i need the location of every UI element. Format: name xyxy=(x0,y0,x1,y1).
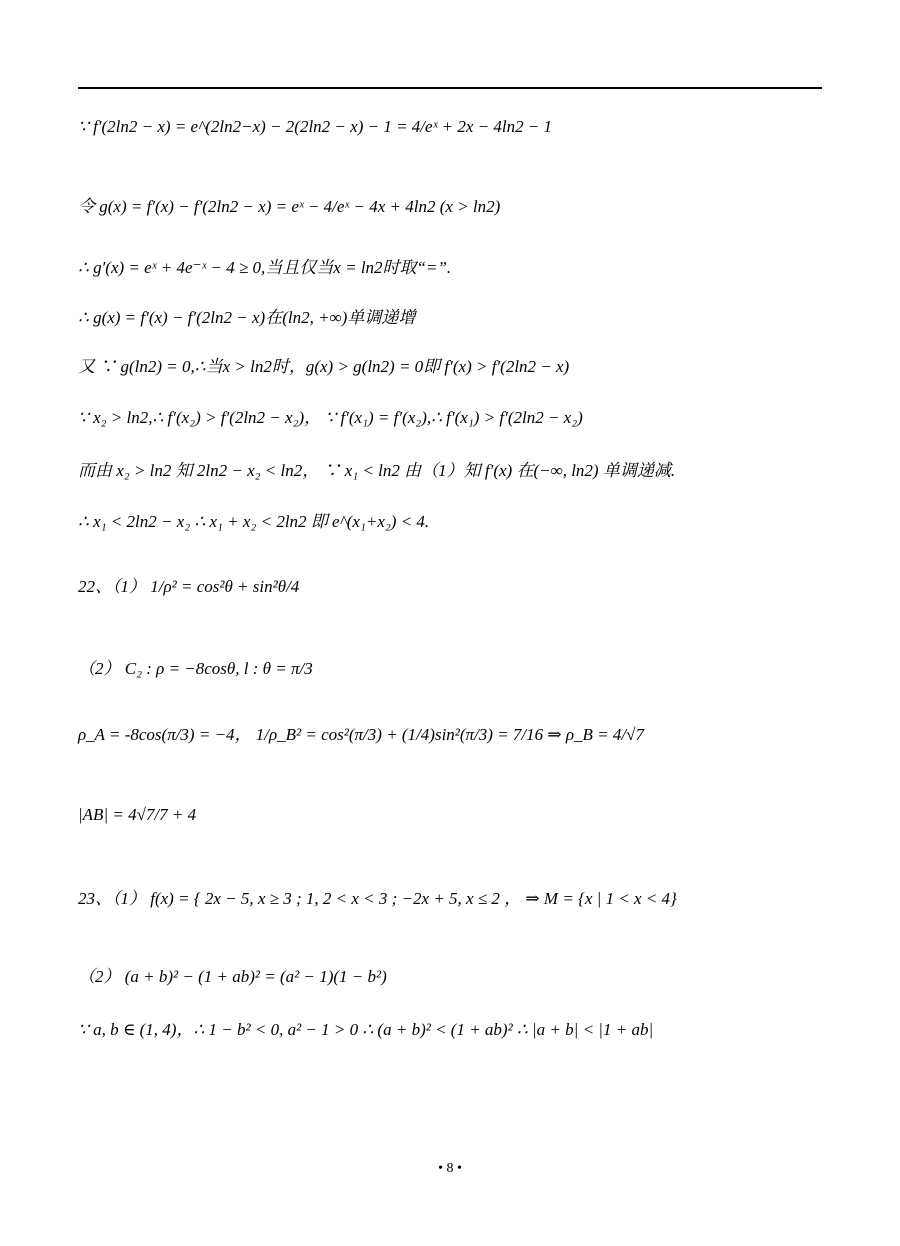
problem-22-ab-line: |AB| = 4√7/7 + 4 xyxy=(78,805,197,824)
header-rule xyxy=(78,87,822,89)
equation-line-7: 而由 x₂ > ln2 知 2ln2 − x₂ < ln2， ∵ x₁ < ln2 由（1）知 f′(x) 在(−∞, ln2) 单调递减. xyxy=(78,461,676,480)
equation-line-3: ∴ g′(x) = eˣ + 4e⁻ˣ − 4 ≥ 0,当且仅当x = ln2时取“=”. xyxy=(78,258,452,277)
problem-23-conclusion: ∵ a, b ∈ (1, 4)，∴ 1 − b² < 0, a² − 1 > 0 ∴ (a + b)² < (1 + ab)² ∴ |a + b| < |1 + ab| xyxy=(78,1020,654,1039)
equation-line-8: ∴ x₁ < 2ln2 − x₂ ∴ x₁ + x₂ < 2ln2 即 e^(x₁+x₂) < 4. xyxy=(78,512,430,531)
problem-23-part-2: （2） (a + b)² − (1 + ab)² = (a² − 1)(1 − b²) xyxy=(78,967,387,986)
problem-22-rho-line: ρ_A = -8cos(π/3) = −4， 1/ρ_B² = cos²(π/3) + (1/4)sin²(π/3) = 7/16 ⇒ ρ_B = 4/√7 xyxy=(78,725,644,744)
problem-22-part-1: 22、（1） 1/ρ² = cos²θ + sin²θ/4 xyxy=(78,577,300,596)
equation-line-1: ∵ f′(2ln2 − x) = e^(2ln2−x) − 2(2ln2 − x) − 1 = 4/eˣ + 2x − 4ln2 − 1 xyxy=(78,117,553,136)
problem-23-part-1: 23、（1） f(x) = { 2x − 5, x ≥ 3 ; 1, 2 < x < 3 ; −2x + 5, x ≤ 2 ， ⇒ M = {x | 1 < x < 4} xyxy=(78,889,677,908)
problem-22-part-2: （2） C₂ : ρ = −8cosθ, l : θ = π/3 xyxy=(78,659,313,678)
equation-line-5: 又 ∵ g(ln2) = 0,∴当x > ln2时，g(x) > g(ln2) = 0即 f′(x) > f′(2ln2 − x) xyxy=(78,357,570,376)
equation-line-6: ∵ x₂ > ln2,∴ f′(x₂) > f′(2ln2 − x₂)， ∵ f′(x₁) = f′(x₂),∴ f′(x₁) > f′(2ln2 − x₂) xyxy=(78,408,583,427)
equation-line-2: 令 g(x) = f′(x) − f′(2ln2 − x) = eˣ − 4/eˣ − 4x + 4ln2 (x > ln2) xyxy=(78,197,501,216)
page-number: • 8 • xyxy=(438,1161,462,1176)
equation-line-4: ∴ g(x) = f′(x) − f′(2ln2 − x)在(ln2, +∞)单调递增 xyxy=(78,308,416,327)
